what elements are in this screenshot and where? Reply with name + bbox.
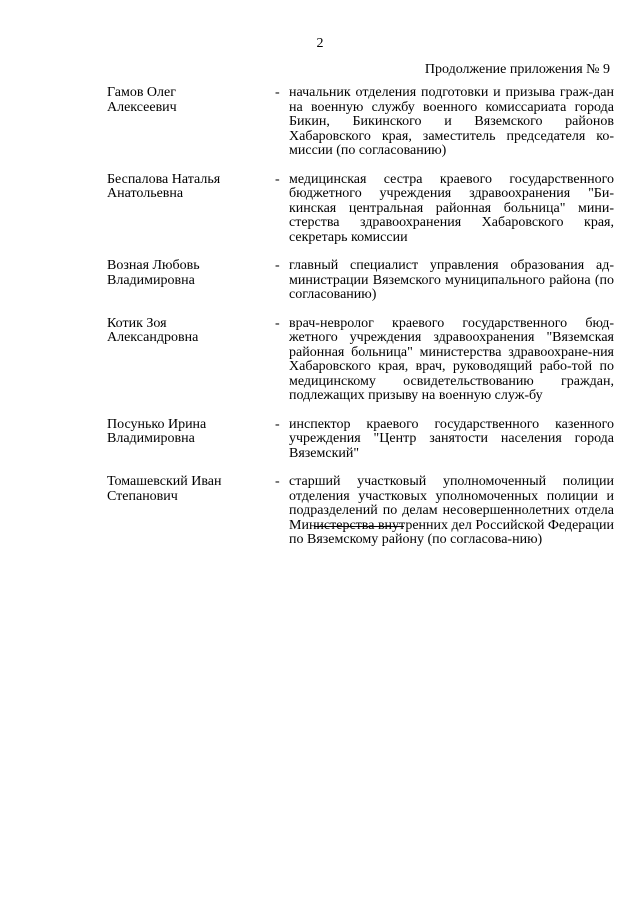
member-name-line1: Беспалова Наталья bbox=[107, 171, 221, 187]
member-name bbox=[107, 173, 267, 246]
member-role: медицинская сестра краевого государственного бюджетного учреждения здравоохранения "Би-кинская центральная районная больница" мини-стерства здравоохранения Хабаровского края, секретарь комиссии bbox=[289, 171, 614, 245]
member-dash: - bbox=[275, 258, 280, 273]
member-entry bbox=[0, 317, 640, 404]
member-name-line1: Гамов Олег bbox=[107, 85, 176, 100]
member-name-line2: Владимировна bbox=[107, 272, 195, 288]
member-name-line2: Владимировна bbox=[107, 431, 195, 446]
member-dash: - bbox=[275, 171, 280, 187]
member-entry bbox=[0, 259, 640, 303]
member-name-line2: Анатольевна bbox=[107, 186, 184, 201]
member-role: старший участковый уполномоченный полиции отделения участковых уполномоченных полиции и подразделений по делам несовершеннолетних отдела Министерства внутренних дел Российской Федерации по Вяземскому району (по согласова-нию) bbox=[289, 474, 614, 547]
member-entry bbox=[0, 475, 640, 548]
member-role: врач-невролог краевого государственного бюд-жетного учреждения здравоохранения "Вяземская районная больница" министерства здравоохране-ния Хабаровского края, врач, руководящий рабо-той по медицинскому освидетельствованию граждан, подлежащих призыву на военную служ-бу bbox=[289, 315, 614, 403]
member-dash: - bbox=[275, 315, 280, 331]
member-entry bbox=[0, 418, 640, 462]
member-role: начальник отделения подготовки и призыва граж-дан на военную службу военного комиссариата города Бикин, Бикинского и Вяземского районов Хабаровского края, заместитель председателя ко-миссии (по согласованию) bbox=[289, 85, 614, 158]
member-entry bbox=[0, 173, 640, 246]
member-dash: - bbox=[275, 416, 280, 432]
member-dash: - bbox=[275, 474, 280, 489]
member-name-line2: Алексеевич bbox=[107, 99, 177, 115]
member-name-line1: Томашевский Иван bbox=[107, 474, 222, 489]
member-name bbox=[107, 259, 267, 303]
member-name-line2: Степанович bbox=[107, 488, 178, 504]
member-name bbox=[107, 86, 267, 159]
member-role: инспектор краевого государственного казенного учреждения "Центр занятости населения города Вяземский" bbox=[289, 416, 614, 461]
member-name bbox=[107, 475, 267, 548]
member-name-line1: Котик Зоя bbox=[107, 315, 167, 331]
commission-members-list bbox=[0, 86, 640, 562]
page-number: 2 bbox=[316, 36, 324, 51]
closing-rule-divider bbox=[314, 526, 404, 527]
appendix-continuation-note: Продолжение приложения № 9 bbox=[424, 62, 610, 77]
member-name-line1: Возная Любовь bbox=[107, 258, 200, 273]
member-name bbox=[107, 317, 267, 404]
member-name-line2: Александровна bbox=[107, 330, 199, 345]
member-role: главный специалист управления образования ад-министрации Вяземского муниципального района (по согласованию) bbox=[289, 258, 614, 302]
member-entry bbox=[0, 86, 640, 159]
member-dash: - bbox=[275, 85, 280, 100]
member-name bbox=[107, 418, 267, 462]
member-name-line1: Посунько Ирина bbox=[107, 416, 207, 432]
